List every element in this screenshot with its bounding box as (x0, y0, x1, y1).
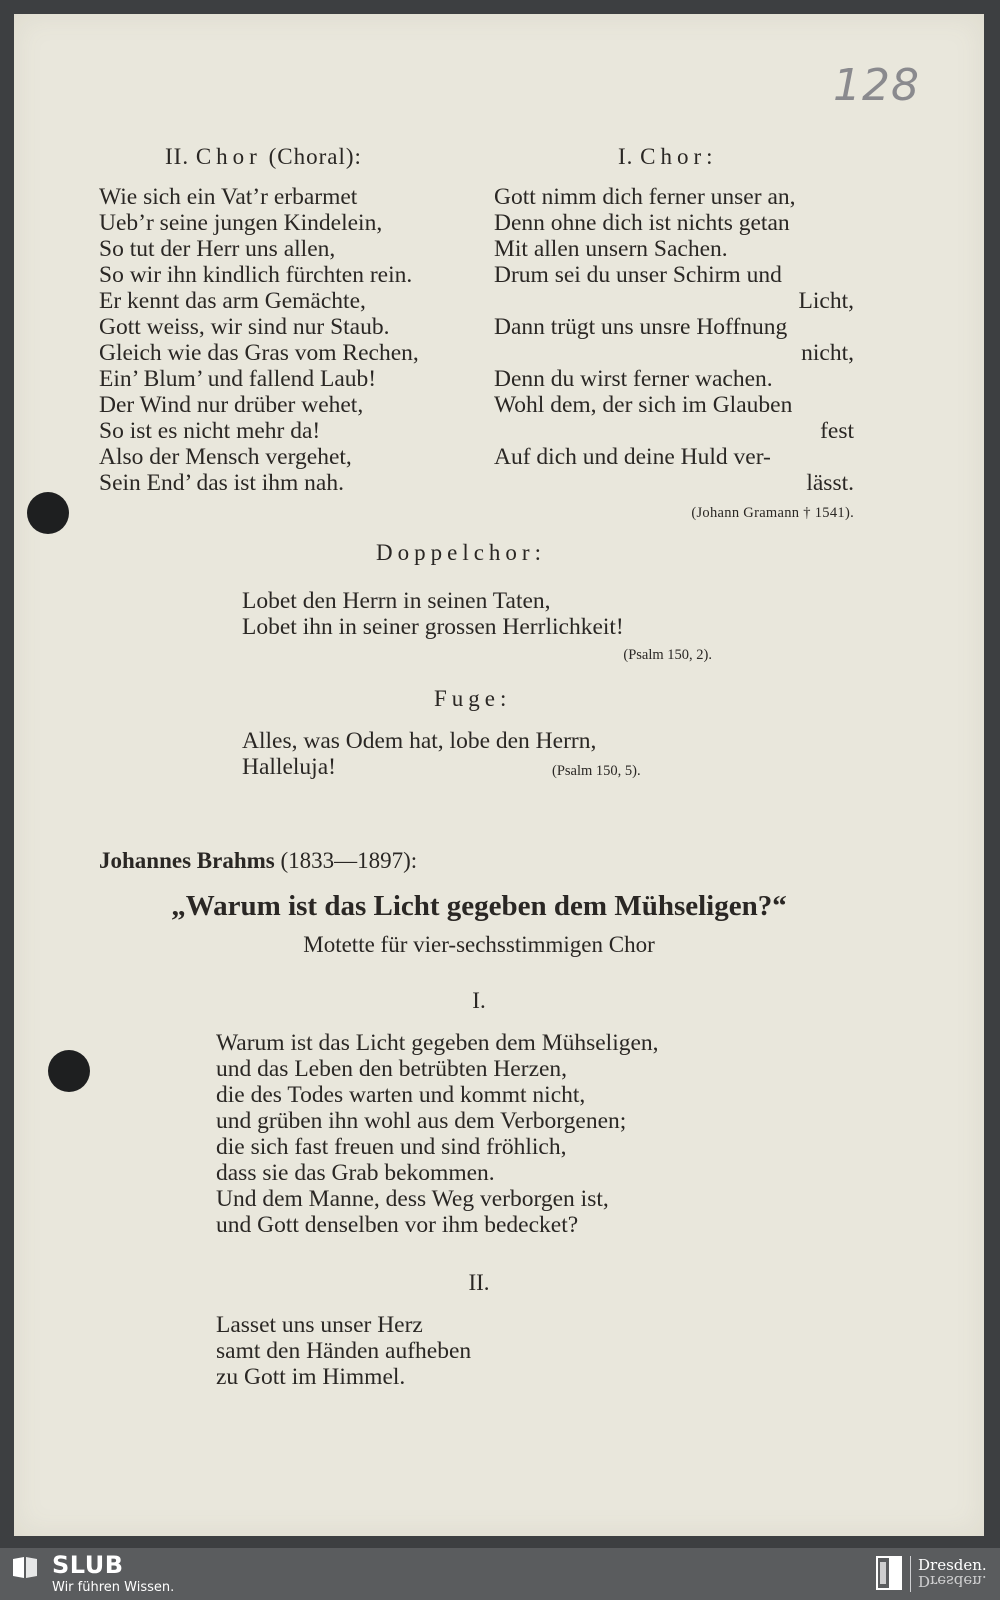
verse-line: Lobet den Herrn in seinen Taten, (242, 588, 551, 614)
verse-line: lässt. (806, 470, 854, 496)
verse-line: fest (820, 418, 854, 444)
verse-line: dass sie das Grab bekommen. (216, 1160, 495, 1186)
choral-column (99, 144, 459, 496)
verse-line: und Gott denselben vor ihm bedecket? (216, 1212, 579, 1238)
verse-line: Wohl dem, der sich im Glauben (494, 392, 793, 418)
doppelchor-text (242, 588, 712, 668)
city-name-reflection: Dresden. (918, 1572, 987, 1590)
section-one-text (216, 1030, 776, 1238)
folio-number: 128 (833, 60, 920, 111)
section-numeral: I. (472, 988, 486, 1013)
verse-line: Mit allen unsern Sachen. (494, 236, 728, 262)
composer-line: Johannes Brahms (1833—1897): (99, 848, 418, 873)
punch-hole (27, 492, 69, 534)
fuge-heading: Fuge: (434, 686, 512, 711)
verse-line: Der Wind nur drüber wehet, (99, 392, 364, 418)
verse-line: Gott nimm dich ferner unser an, (494, 184, 796, 210)
motet-title: „Warum ist das Licht gegeben dem Mühseligen?“ (171, 890, 787, 922)
verse-line: Also der Mensch vergehet, (99, 444, 352, 470)
verse-line: Lobet ihn in seiner grossen Herrlichkeit! (242, 614, 624, 640)
footer-divider (910, 1556, 911, 1592)
verse-line: Denn ohne dich ist nichts getan (494, 210, 790, 236)
book-icon (12, 1556, 38, 1580)
verse-line: Halleluja! (Psalm 150, 5). (242, 754, 662, 780)
library-tagline: Wir führen Wissen. (52, 1580, 175, 1595)
verse-line: Drum sei du unser Schirm und (494, 262, 782, 288)
psalm-reference: (Psalm 150, 2). (623, 647, 712, 663)
verse-line: zu Gott im Himmel. (216, 1364, 406, 1390)
verse-line: Und dem Manne, dess Weg verborgen ist, (216, 1186, 609, 1212)
verse-line: Dann trügt uns unsre Hoffnung (494, 314, 788, 340)
verse-line: und das Leben den betrübten Herzen, (216, 1056, 568, 1082)
city-name: Dresden. (918, 1556, 987, 1574)
motet-subtitle: Motette für vier-sechsstimmigen Chor (303, 932, 655, 957)
verse-line: nicht, (801, 340, 854, 366)
verse-line: Er kennt das arm Gemächte, (99, 288, 366, 314)
verse-line: Ein’ Blum’ und fallend Laub! (99, 366, 377, 392)
doppelchor-heading: Doppelchor: (376, 540, 546, 565)
library-name: SLUB (52, 1551, 124, 1579)
footer-bar (0, 1548, 1000, 1600)
punch-hole (48, 1050, 90, 1092)
section-numeral: II. (468, 1270, 490, 1295)
verse-line: Sein End’ das ist ihm nah. (99, 470, 344, 496)
verse-line: und grüben ihn wohl aus dem Verborgenen; (216, 1108, 627, 1134)
column-heading: I. Chor: (618, 144, 718, 169)
author-credit: (Johann Gramann † 1541). (691, 505, 854, 521)
verse-line: So tut der Herr uns allen, (99, 236, 336, 262)
verse-line: Denn du wirst ferner wachen. (494, 366, 773, 392)
city-crest-icon (876, 1556, 902, 1590)
verse-line: Lasset uns unser Herz (216, 1312, 423, 1338)
verse-line: Warum ist das Licht gegeben dem Mühseligen, (216, 1030, 659, 1056)
verse-line: Licht, (798, 288, 854, 314)
psalm-reference: (Psalm 150, 5). (552, 763, 641, 779)
verse-line: samt den Händen aufheben (216, 1338, 472, 1364)
column-heading: II. Chor (Choral): (165, 144, 362, 169)
verse-line: die sich fast freuen und sind fröhlich, (216, 1134, 567, 1160)
verse-line: So ist es nicht mehr da! (99, 418, 321, 444)
verse-line: Auf dich und deine Huld ver- (494, 444, 771, 470)
verse-line: Wie sich ein Vat’r erbarmet (99, 184, 358, 210)
section-two-text (216, 1312, 616, 1390)
chor-column (494, 144, 854, 526)
verse-line: Gleich wie das Gras vom Rechen, (99, 340, 419, 366)
verse-line: Alles, was Odem hat, lobe den Herrn, (242, 728, 597, 754)
verse-line: die des Todes warten und kommt nicht, (216, 1082, 586, 1108)
verse-line: Ueb’r seine jungen Kindelein, (99, 210, 383, 236)
verse-line: So wir ihn kindlich fürchten rein. (99, 262, 413, 288)
fuge-text (242, 728, 662, 780)
verse-line: Gott weiss, wir sind nur Staub. (99, 314, 390, 340)
